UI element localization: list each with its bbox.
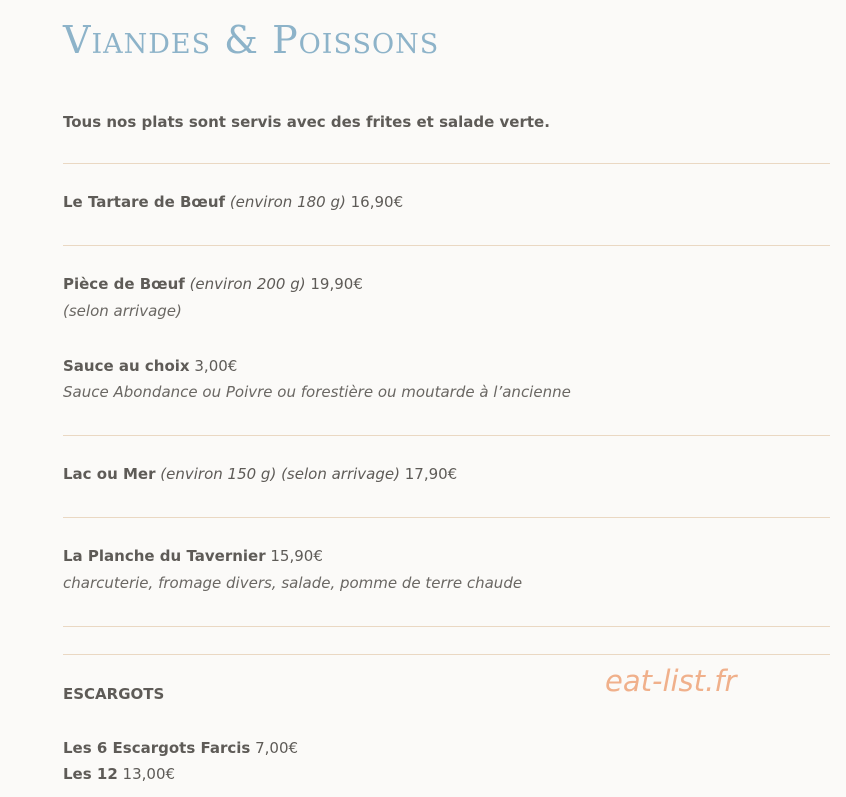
menu-item-planche xyxy=(63,545,323,567)
item-name: Lac ou Mer xyxy=(63,465,156,483)
menu-item-piece-de-boeuf xyxy=(63,273,363,295)
divider xyxy=(63,517,830,518)
divider xyxy=(63,435,830,436)
item-price: 7,00€ xyxy=(255,739,299,757)
item-description: charcuterie, fromage divers, salade, pomme de terre chaude xyxy=(63,574,523,592)
item-price: 16,90€ xyxy=(350,193,404,211)
divider xyxy=(63,654,830,655)
section-heading-escargots: ESCARGOTS xyxy=(63,685,165,703)
item-note: (environ 200 g) xyxy=(189,275,306,293)
item-name: Les 12 xyxy=(63,765,118,783)
item-price: 13,00€ xyxy=(122,765,176,783)
item-name: La Planche du Tavernier xyxy=(63,547,266,565)
page-title: Viandes & Poissons xyxy=(63,18,440,62)
menu-item-tartare xyxy=(63,191,403,213)
item-name: Les 6 Escargots Farcis xyxy=(63,739,251,757)
item-name: Pièce de Bœuf xyxy=(63,275,185,293)
menu-item-sauce xyxy=(63,355,237,377)
item-note: (environ 150 g) (selon arrivage) xyxy=(160,465,400,483)
item-price: 15,90€ xyxy=(270,547,323,565)
item-name: Le Tartare de Bœuf xyxy=(63,193,226,211)
menu-item-lac-ou-mer xyxy=(63,463,457,485)
divider xyxy=(63,245,830,246)
divider xyxy=(63,626,830,627)
item-price: 19,90€ xyxy=(310,275,363,293)
item-description: Sauce Abondance ou Poivre ou forestière ou moutarde à l’ancienne xyxy=(63,383,571,401)
item-description: (selon arrivage) xyxy=(63,302,182,320)
item-price: 17,90€ xyxy=(404,465,458,483)
menu-item-escargots-12 xyxy=(63,763,175,785)
menu-item-escargots-6 xyxy=(63,737,298,759)
watermark: eat-list.fr xyxy=(605,664,737,698)
item-name: Sauce au choix xyxy=(63,357,190,375)
divider xyxy=(63,163,830,164)
item-price: 3,00€ xyxy=(194,357,238,375)
item-note: (environ 180 g) xyxy=(229,193,346,211)
intro-text: Tous nos plats sont servis avec des frites et salade verte. xyxy=(63,113,550,131)
